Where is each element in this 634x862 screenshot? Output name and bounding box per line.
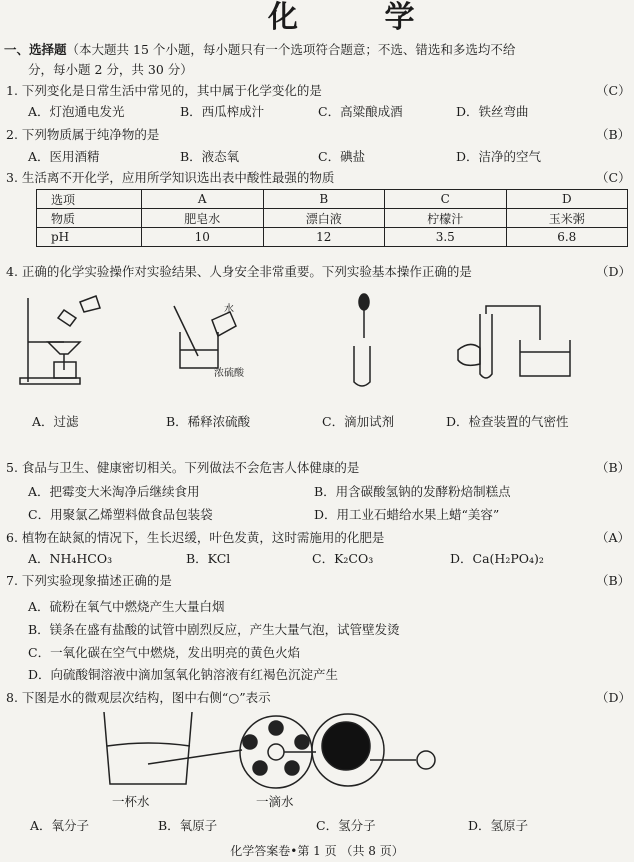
q6-option-b: B．KCl xyxy=(186,551,231,566)
table-cell: A xyxy=(142,190,264,209)
table-cell: 选项 xyxy=(37,190,142,209)
section-description-2: 分，每小题 2 分，共 30 分） xyxy=(28,62,193,77)
question-1-stem: 1. 下列变化是日常生活中常见的，其中属于化学变化的是 xyxy=(6,83,322,98)
q5-option-b: B．用含碳酸氢钠的发酵粉焙制糕点 xyxy=(314,484,511,499)
q1-option-a: A．灯泡通电发光 xyxy=(28,104,125,119)
table-cell: 物质 xyxy=(37,209,142,228)
filtration-apparatus-figure xyxy=(20,290,130,390)
question-4-stem: 4. 正确的化学实验操作对实验结果、人身安全非常重要。下列实验基本操作正确的是 xyxy=(6,264,472,279)
table-cell: D xyxy=(506,190,628,209)
table-cell: 柠檬汁 xyxy=(385,209,507,228)
q7-option-c: C．一氧化碳在空气中燃烧，发出明亮的黄色火焰 xyxy=(28,645,301,660)
question-4-answer: （D） xyxy=(596,264,632,279)
airtightness-check-figure xyxy=(450,290,590,390)
table-cell: 玉米粥 xyxy=(506,209,628,228)
q6-option-c: C．K₂CO₃ xyxy=(312,551,374,566)
q2-option-c: C．碘盐 xyxy=(318,149,366,164)
table-cell: B xyxy=(263,190,385,209)
question-8-stem: 8. 下图是水的微观层次结构，图中右侧“○”表示 xyxy=(6,690,271,705)
table-cell: 肥皂水 xyxy=(142,209,264,228)
q1-option-c: C．高粱酿成酒 xyxy=(318,104,403,119)
water-label: 水 xyxy=(224,304,234,315)
q2-option-d: D．洁净的空气 xyxy=(456,149,542,164)
question-3-answer: （C） xyxy=(596,170,631,185)
table-row xyxy=(37,209,628,228)
concentrated-acid-label: 浓硫酸 xyxy=(214,368,244,379)
q2-option-b: B．液态氧 xyxy=(180,149,240,164)
q8-option-d: D．氢原子 xyxy=(468,818,529,833)
q1-option-d: D．铁丝弯曲 xyxy=(456,104,529,119)
ph-table xyxy=(36,189,628,247)
q5-option-c: C．用聚氯乙烯塑料做食品包装袋 xyxy=(28,507,213,522)
table-cell: 6.8 xyxy=(506,228,628,247)
table-cell: 10 xyxy=(142,228,264,247)
question-3-stem: 3. 生活离不开化学，应用所学知识选出表中酸性最强的物质 xyxy=(6,170,335,185)
q2-option-a: A．医用酒精 xyxy=(28,149,100,164)
question-2-stem: 2. 下列物质属于纯净物的是 xyxy=(6,127,160,142)
question-6-answer: （A） xyxy=(596,530,631,545)
section-description-1: （本大题共 15 个小题，每小题只有一个选项符合题意；不选、错选和多选均不给 xyxy=(66,42,516,57)
table-cell: pH xyxy=(37,228,142,247)
q7-option-a: A．硫粉在氧气中燃烧产生大量白烟 xyxy=(28,599,225,614)
q8-option-a: A．氧分子 xyxy=(30,818,90,833)
section-heading-label: 一、选择题 xyxy=(4,42,67,57)
cup-of-water-label: 一杯水 xyxy=(112,794,150,809)
section-heading xyxy=(4,40,515,58)
q8-option-c: C．氢分子 xyxy=(316,818,376,833)
question-5-answer: （B） xyxy=(596,460,631,475)
q4-option-b: B．稀释浓硫酸 xyxy=(166,414,251,429)
question-6-stem: 6. 植物在缺氮的情况下，生长迟缓，叶色发黄，这时需施用的化肥是 xyxy=(6,530,385,545)
question-1-answer: （C） xyxy=(596,83,631,98)
q4-option-a: A．过滤 xyxy=(32,414,79,429)
question-5-stem: 5. 食品与卫生、健康密切相关。下列做法不会危害人体健康的是 xyxy=(6,460,360,475)
water-microstructure-figure xyxy=(100,706,440,792)
q7-option-b: B．镁条在盛有盐酸的试管中剧烈反应，产生大量气泡，试管壁发烫 xyxy=(28,622,400,637)
q4-option-c: C．滴加试剂 xyxy=(322,414,395,429)
question-2-answer: （B） xyxy=(596,127,631,142)
table-row xyxy=(37,190,628,209)
question-8-answer: （D） xyxy=(596,690,632,705)
page-title: 化 学 xyxy=(268,0,453,35)
question-7-stem: 7. 下列实验现象描述正确的是 xyxy=(6,573,172,588)
q4-option-d: D．检查装置的气密性 xyxy=(446,414,569,429)
q5-option-d: D．用工业石蜡给水果上蜡“美容” xyxy=(314,507,500,522)
page-footer: 化学答案卷•第 1 页 （共 8 页） xyxy=(230,844,404,858)
q5-option-a: A．把霉变大米淘净后继续食用 xyxy=(28,484,200,499)
q8-option-b: B．氧原子 xyxy=(158,818,218,833)
table-cell: 漂白液 xyxy=(263,209,385,228)
q6-option-a: A．NH₄HCO₃ xyxy=(28,551,113,566)
q1-option-b: B．西瓜榨成汁 xyxy=(180,104,265,119)
q6-option-d: D．Ca(H₂PO₄)₂ xyxy=(450,551,544,566)
question-7-answer: （B） xyxy=(596,573,631,588)
table-row xyxy=(37,228,628,247)
q7-option-d: D．向硫酸铜溶液中滴加氢氧化钠溶液有红褐色沉淀产生 xyxy=(28,667,339,682)
table-cell: 12 xyxy=(263,228,385,247)
dropper-figure xyxy=(340,290,390,390)
table-cell: C xyxy=(385,190,507,209)
table-cell: 3.5 xyxy=(385,228,507,247)
drop-of-water-label: 一滴水 xyxy=(256,794,294,809)
